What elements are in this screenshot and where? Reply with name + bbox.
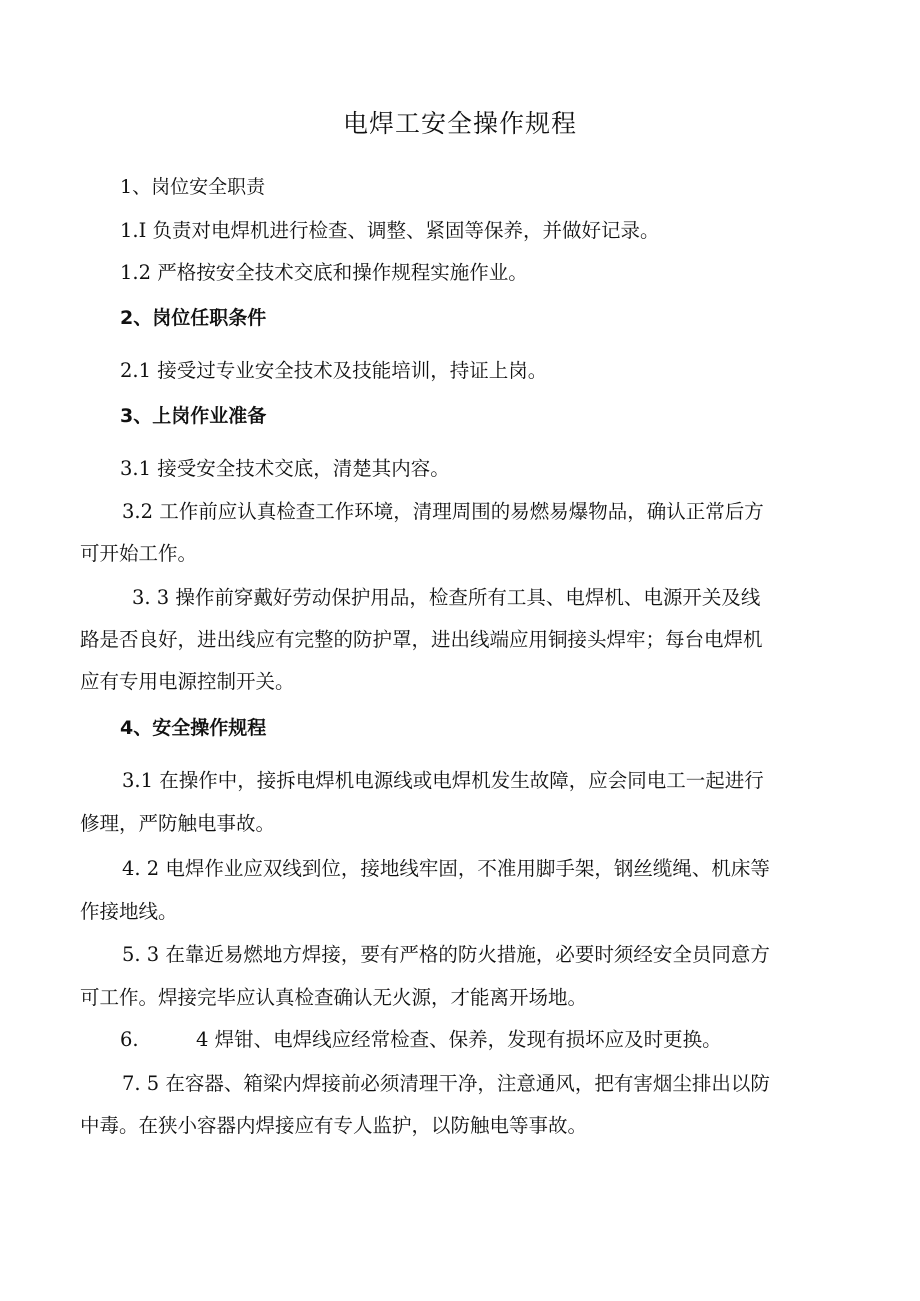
section-4-paragraph-5-line-2: 中毒。在狭小容器内焊接应有专人监护，以防触电等事故。 — [80, 1114, 588, 1137]
section-4-paragraph-1-line-2: 修理，严防触电事故。 — [80, 812, 276, 835]
section-2-heading: 2、岗位任职条件 — [120, 307, 267, 329]
section-3-paragraph-3-line-3: 应有专用电源控制开关。 — [80, 670, 295, 693]
section-1-paragraph-1: 1.I 负责对电焊机进行检查、调整、紧固等保养，并做好记录。 — [120, 219, 660, 242]
section-3-paragraph-2-line-2: 可开始工作。 — [80, 542, 198, 565]
section-4-paragraph-2-line-2: 作接地线。 — [80, 900, 178, 923]
section-1-paragraph-2: 1.2 严格按安全技术交底和操作规程实施作业。 — [120, 261, 528, 284]
section-4-paragraph-1-line-1: 3.1 在操作中，接拆电焊机电源线或电焊机发生故障，应会同电工一起进行 — [122, 769, 764, 792]
section-4-paragraph-3-line-1: 5. 3 在靠近易燃地方焊接，要有严格的防火措施，必要时须经安全员同意方 — [122, 943, 770, 966]
section-4-paragraph-5-line-1: 7. 5 在容器、箱梁内焊接前必须清理干净，注意通风，把有害烟尘排出以防 — [122, 1072, 770, 1095]
section-3-paragraph-2-line-1: 3.2 工作前应认真检查工作环境，清理周围的易燃易爆物品，确认正常后方 — [122, 500, 764, 523]
section-4-paragraph-2-line-1: 4. 2 电焊作业应双线到位，接地线牢固，不准用脚手架，钢丝缆绳、机床等 — [122, 857, 770, 880]
section-3-paragraph-1: 3.1 接受安全技术交底，清楚其内容。 — [120, 457, 450, 480]
section-3-heading: 3、上岗作业准备 — [120, 405, 267, 427]
section-4-heading: 4、安全操作规程 — [120, 717, 267, 739]
section-3-paragraph-3-line-1: 3. 3 操作前穿戴好劳动保护用品，检查所有工具、电焊机、电源开关及线 — [132, 586, 761, 609]
section-2-paragraph-1: 2.1 接受过专业安全技术及技能培训，持证上岗。 — [120, 359, 548, 382]
document-title: 电焊工安全操作规程 — [342, 109, 577, 138]
section-4-paragraph-3-line-2: 可工作。焊接完毕应认真检查确认无火源，才能离开场地。 — [80, 986, 588, 1009]
section-1-heading: 1、岗位安全职责 — [120, 176, 266, 198]
section-4-paragraph-4-number: 6. — [120, 1028, 139, 1051]
section-3-paragraph-3-line-2: 路是否良好，进出线应有完整的防护罩，进出线端应用铜接头焊牢；每台电焊机 — [80, 628, 763, 651]
section-4-paragraph-4-text: 4 焊钳、电焊线应经常检查、保养，发现有损坏应及时更换。 — [196, 1028, 722, 1051]
